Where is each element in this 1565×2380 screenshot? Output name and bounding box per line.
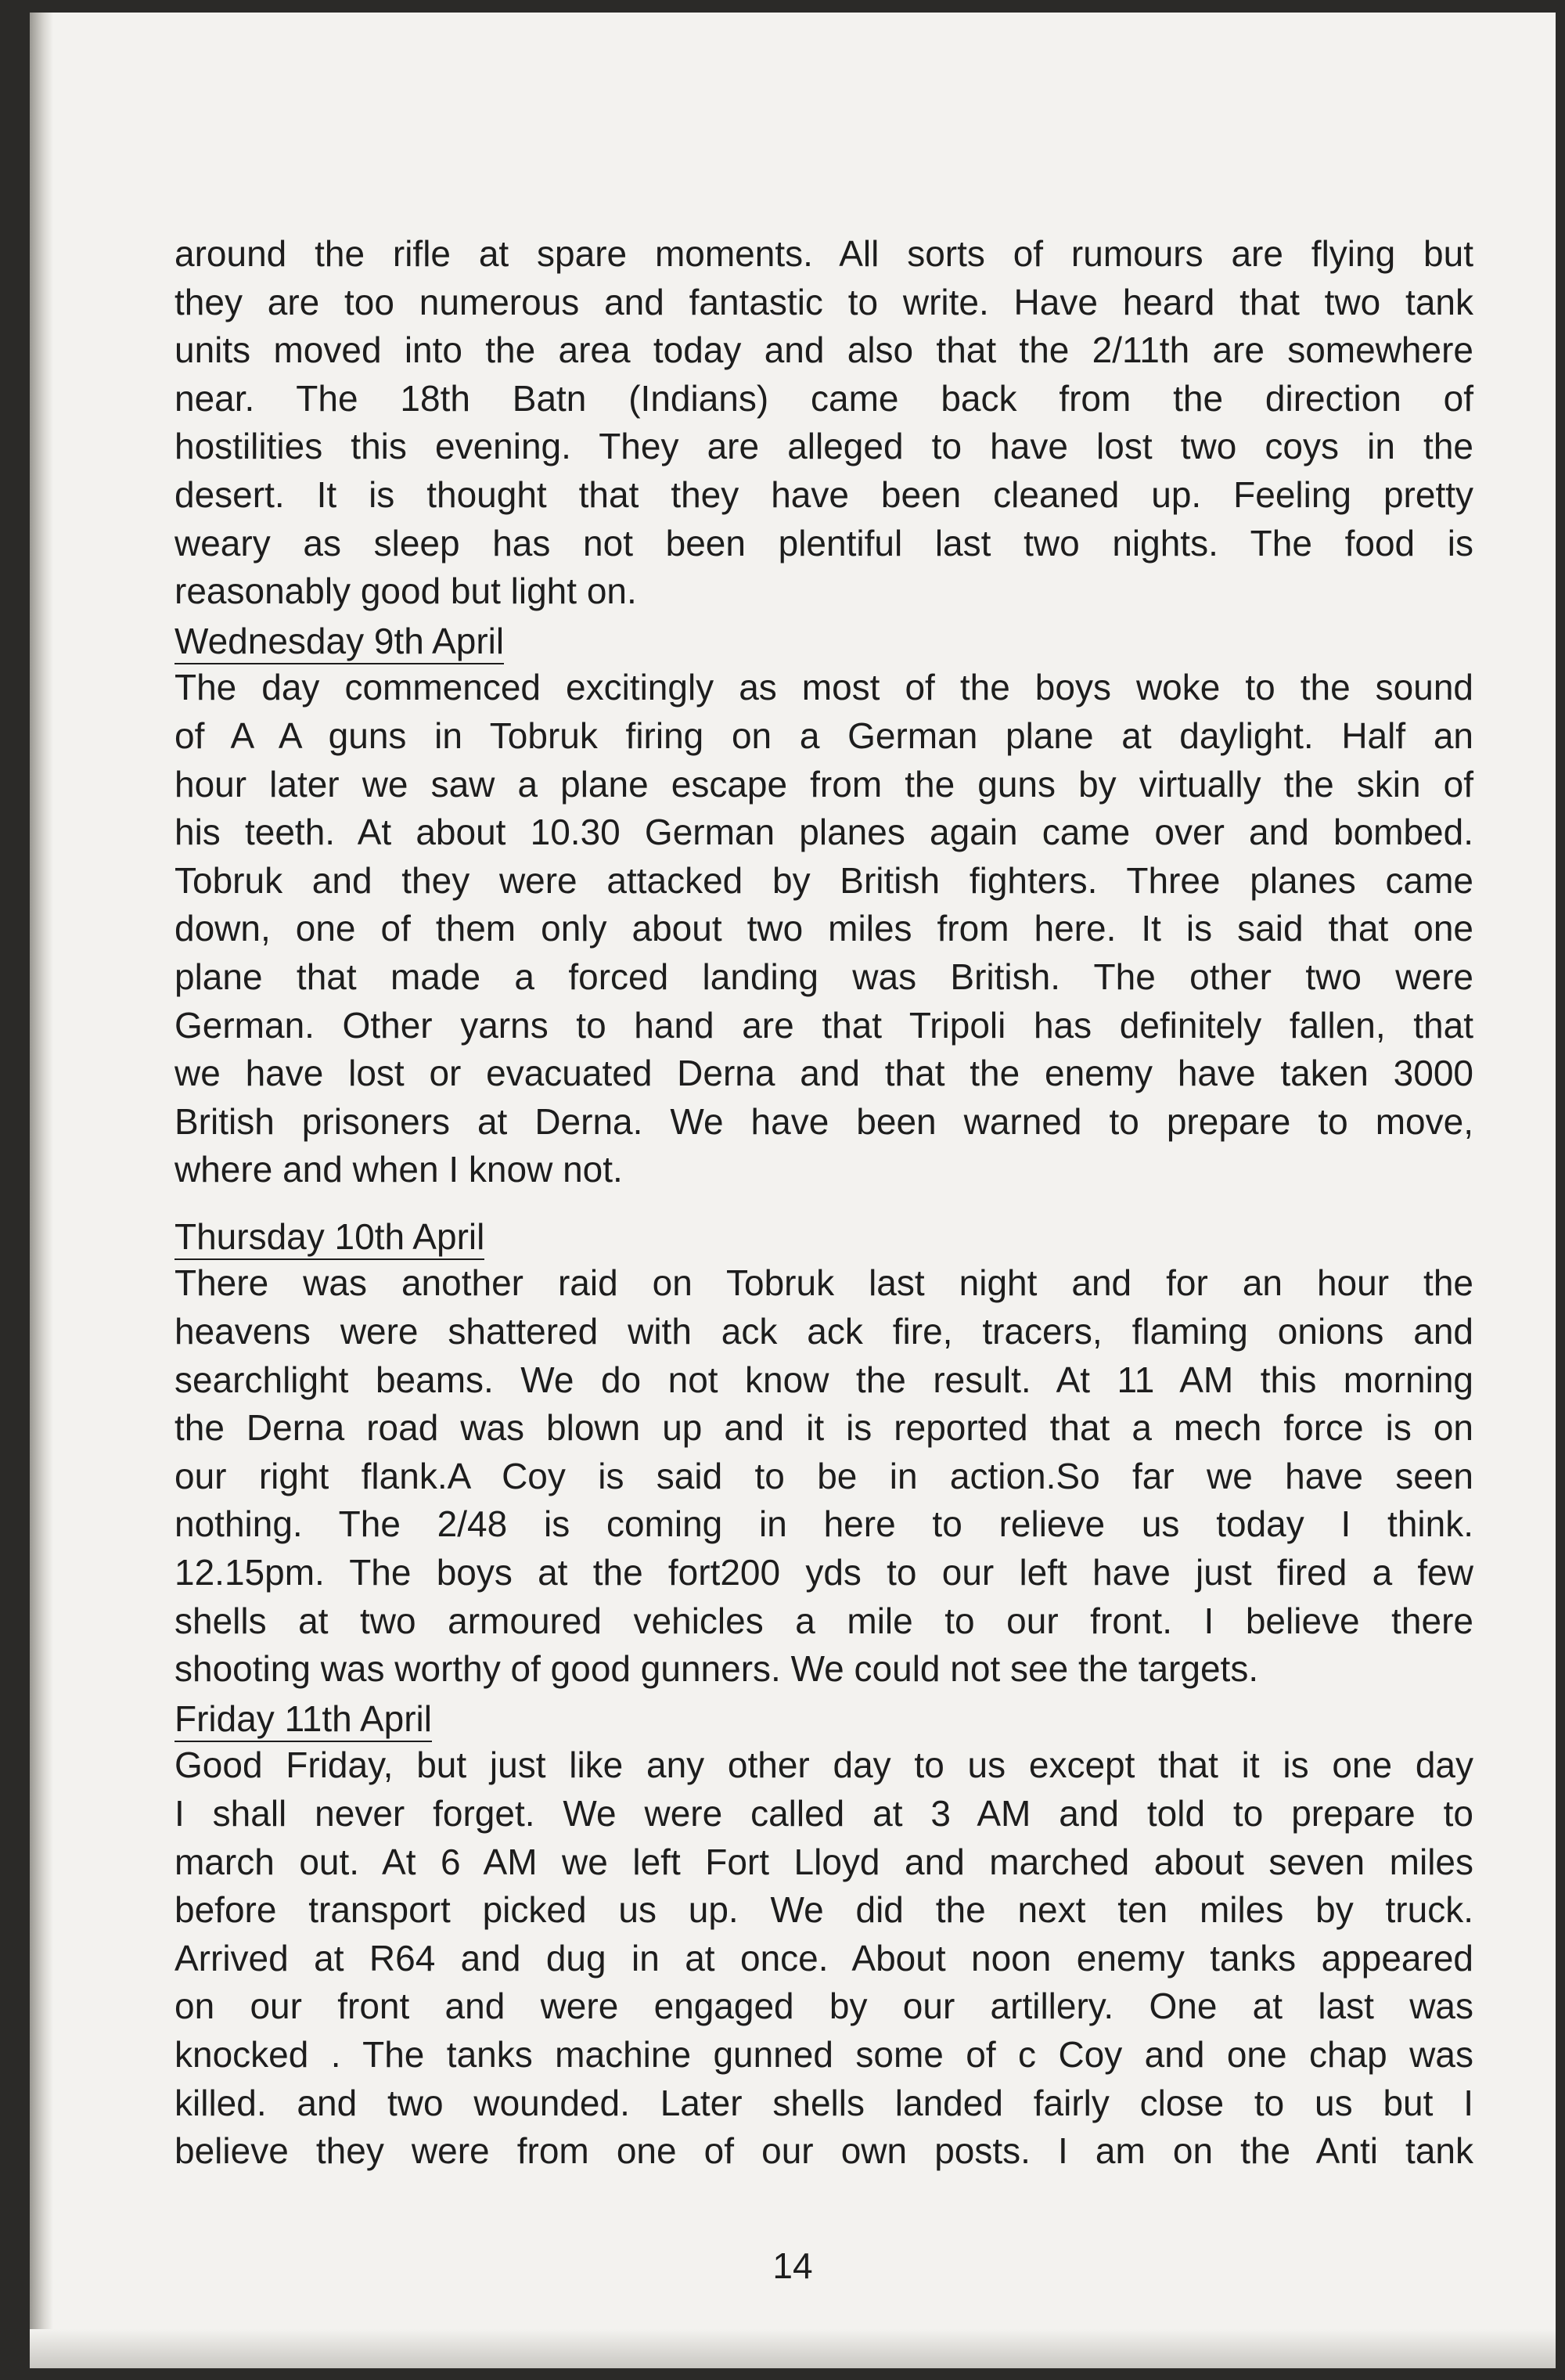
text-line: British prisoners at Derna. We have been warned to prepare to move, [174,1100,1473,1142]
text-line: of A A guns in Tobruk firing on a German plane at daylight. Half an [174,715,1473,756]
text-line: heavens were shattered with ack ack fire, tracers, flaming onions and [174,1311,1473,1352]
book-page [30,13,1556,2368]
text-line: on our front and were engaged by our artillery. One at last was [174,1986,1473,2027]
text-line: we have lost or evacuated Derna and that the enemy have taken 3000 [174,1053,1473,1094]
text-line: searchlight beams. We do not know the result. At 11 AM this morning [174,1359,1473,1400]
page-binding-edge [30,13,53,2368]
text-line: Arrived at R64 and dug in at once. About noon enemy tanks appeared [174,1937,1473,1979]
text-line: shells at two armoured vehicles a mile to our front. I believe there [174,1600,1473,1641]
entry-heading: Wednesday 9th April [174,619,504,664]
text-line: shooting was worthy of good gunners. We could not see the targets. [174,1648,1259,1690]
text-line: desert. It is thought that they have been cleaned up. Feeling pretty [174,473,1473,515]
diary-entry-friday [174,1694,1473,2176]
entry-heading: Friday 11th April [174,1697,432,1742]
page-number: 14 [772,2245,813,2286]
text-line: units moved into the area today and also that the 2/11th are somewhere [174,329,1473,371]
diary-entry-wednesday [174,616,1473,1194]
text-line: knocked . The tanks machine gunned some of c Coy and one chap was [174,2033,1473,2075]
text-line: where and when I know not. [174,1149,623,1190]
diary-entry-continued [174,230,1473,616]
text-line: Good Friday, but just like any other day to us except that it is one day [174,1744,1473,1786]
entry-heading: Thursday 10th April [174,1215,484,1260]
text-line: 12.15pm. The boys at the fort200 yds to our left have just fired a few [174,1552,1473,1593]
text-line: plane that made a forced landing was British. The other two were [174,956,1473,997]
text-line: killed. and two wounded. Later shells landed fairly close to us but I [174,2082,1473,2123]
page-bottom-shadow [30,2329,1556,2368]
text-line: reasonably good but light on. [174,571,637,612]
text-line: There was another raid on Tobruk last night and for an hour the [174,1262,1473,1304]
text-line: I shall never forget. We were called at 3 AM and told to prepare to [174,1793,1473,1834]
text-line: around the rifle at spare moments. All sorts of rumours are flying but [174,233,1473,274]
diary-text [174,230,1473,2176]
text-line: The day commenced excitingly as most of the boys woke to the sound [174,667,1473,708]
text-line: believe they were from one of our own posts. I am on the Anti tank [174,2130,1473,2172]
diary-entry-thursday [174,1212,1473,1694]
text-line: hostilities this evening. They are alleged to have lost two coys in the [174,426,1473,467]
text-line: Tobruk and they were attacked by British fighters. Three planes came [174,859,1473,901]
text-line: weary as sleep has not been plentiful last two nights. The food is [174,522,1473,563]
text-line: near. The 18th Batn (Indians) came back from the direction of [174,377,1473,419]
text-line: down, one of them only about two miles from here. It is said that one [174,908,1473,949]
text-line: the Derna road was blown up and it is reported that a mech force is on [174,1407,1473,1449]
text-line: before transport picked us up. We did the next ten miles by truck. [174,1889,1473,1931]
text-line: march out. At 6 AM we left Fort Lloyd and marched about seven miles [174,1841,1473,1882]
text-line: they are too numerous and fantastic to write. Have heard that two tank [174,281,1473,322]
text-line: his teeth. At about 10.30 German planes again came over and bombed. [174,812,1473,853]
text-line: hour later we saw a plane escape from the guns by virtually the skin of [174,763,1473,805]
text-line: nothing. The 2/48 is coming in here to relieve us today I think. [174,1503,1473,1545]
text-line: German. Other yarns to hand are that Tripoli has definitely fallen, that [174,1004,1473,1046]
text-line: our right flank.A Coy is said to be in action.So far we have seen [174,1455,1473,1496]
